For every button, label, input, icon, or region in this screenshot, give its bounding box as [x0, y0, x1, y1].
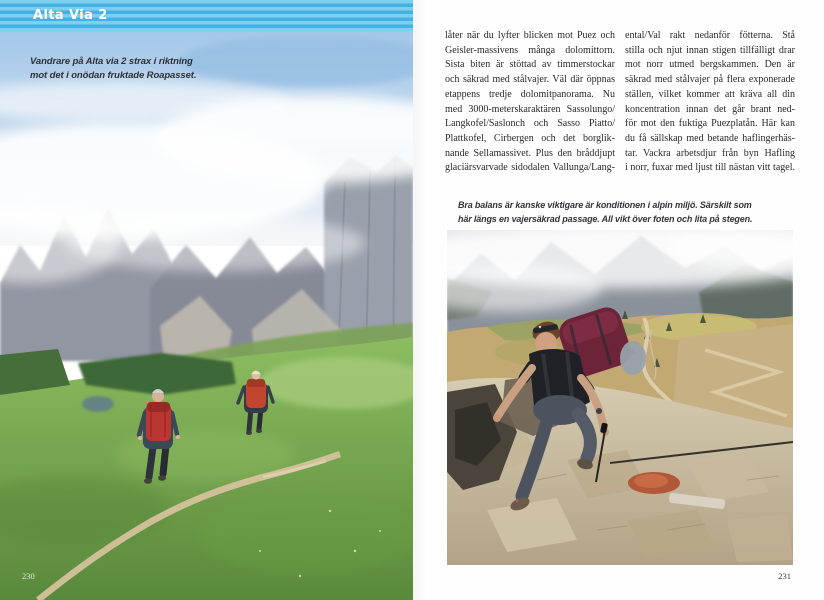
body-text-column-right: ental/Val rakt nedanför fötterna. Stå stilla och njut innan stigen tillfälligt drar mot norr utmed bergskammen. Den är säkrad med stålvajer på flera exponerade ställen, vilket kommer att kräva all din koncentration innan det går brant ned- för mot den fuktiga Puezplatån. Här kan du få sällskap med betande haflingerhäs- tar. Vackra arbetsdjur från byn Hafling i norr, fuxar med ljust till nästan vitt tagel. — [625, 30, 795, 174]
climber-photo — [447, 230, 793, 565]
mountain-landscape-illustration — [0, 31, 413, 600]
body-text-column-left: låter när du lyfter blicken mot Puez och Geisler-massivens många dolomittorn. Sista biten är stöttad av timmerstockar och säkrad med stålvajer. Väl där öppnas etappens tredje dolomitpanorama. Nu med 3000-meterskaraktären Sassolungo/ Langkofel/Saslonch och Sasso Piatto/ Plattkofel, Cirbergen och det borglik- nande Sellamassivet. Plus den bråddjupt glaciärsvarvade sidodalen Vallunga/Lang- — [445, 30, 615, 174]
chapter-banner — [0, 0, 413, 31]
page-number-right: 231 — [778, 571, 791, 581]
chapter-title: Alta Via 2 — [33, 8, 108, 23]
left-photo-caption: Vandrare på Alta via 2 strax i riktning mot det i onödan fruktade Roapasset. — [30, 56, 197, 81]
right-page — [413, 0, 824, 600]
right-photo-caption: Bra balans är kanske viktigare är konditionen i alpin miljö. Särskilt som här längs en vajersäkrad passage. All vikt över foten och lita på stegen. — [458, 200, 753, 224]
mountain-landscape-photo — [0, 31, 413, 600]
page-number-left: 230 — [22, 571, 35, 581]
climber-illustration — [447, 230, 793, 565]
